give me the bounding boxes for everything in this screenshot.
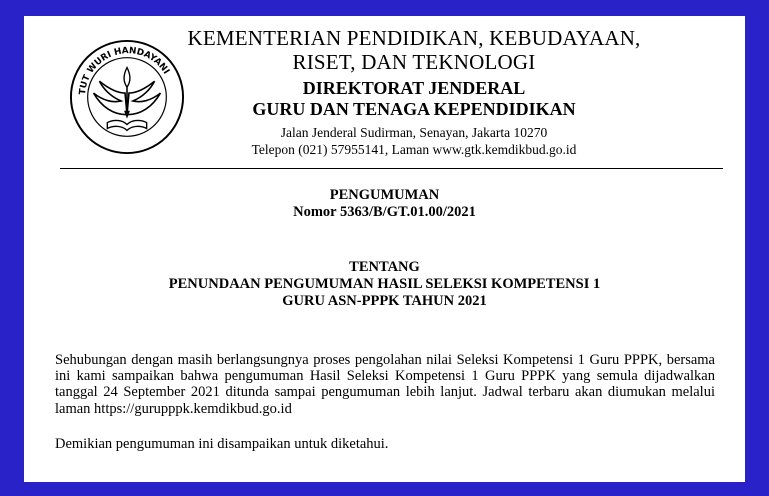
directorate-line2: GURU DAN TENAGA KEPENDIDIKAN xyxy=(252,98,576,119)
directorate-line1: DIREKTORAT JENDERAL xyxy=(302,78,526,99)
announcement-title: PENGUMUMAN xyxy=(329,187,440,203)
letterhead xyxy=(184,26,644,159)
subject-heading xyxy=(24,259,745,310)
address-block xyxy=(184,124,644,159)
closing-sentence: Demikian pengumuman ini disampaikan untuk diketahui. xyxy=(55,436,389,452)
contact-line: Telepon (021) 57955141, Laman www.gtk.kemdikbud.go.id xyxy=(251,142,577,158)
ministry-name-line2: RISET, DAN TEKNOLOGI xyxy=(292,50,536,75)
body-paragraph: Sehubungan dengan masih berlangsungnya proses pengolahan nilai Seleksi Kompetensi 1 Guru PPPK, bersama ini kami sampaikan bahwa pengumuman Hasil Seleksi Kompetensi 1 Guru PPPK yang semula dijadwalkan tanggal 24 September 2021 ditunda sampai pengumuman lebih lanjut. Jadwal terbaru akan diumukan melalui laman https://gurupppk.kemdikbud.go.id xyxy=(55,352,715,417)
ministry-name-line1: KEMENTERIAN PENDIDIKAN, KEBUDAYAAN, xyxy=(187,26,641,50)
subject-line2: GURU ASN-PPPK TAHUN 2021 xyxy=(282,293,487,310)
tut-wuri-handayani-logo xyxy=(68,38,186,156)
announcement-heading xyxy=(24,187,745,221)
announcement-number: Nomor 5363/B/GT.01.00/2021 xyxy=(293,204,476,221)
address-line: Jalan Jenderal Sudirman, Senayan, Jakarta 10270 xyxy=(280,124,548,140)
document-page xyxy=(24,16,745,482)
subject-line1: PENUNDAAN PENGUMUMAN HASIL SELEKSI KOMPETENSI 1 xyxy=(168,276,601,293)
subject-label: TENTANG xyxy=(349,259,420,275)
logo-ring-text: TUT WURI HANDAYANI xyxy=(78,46,171,96)
letterhead-divider xyxy=(60,168,723,169)
